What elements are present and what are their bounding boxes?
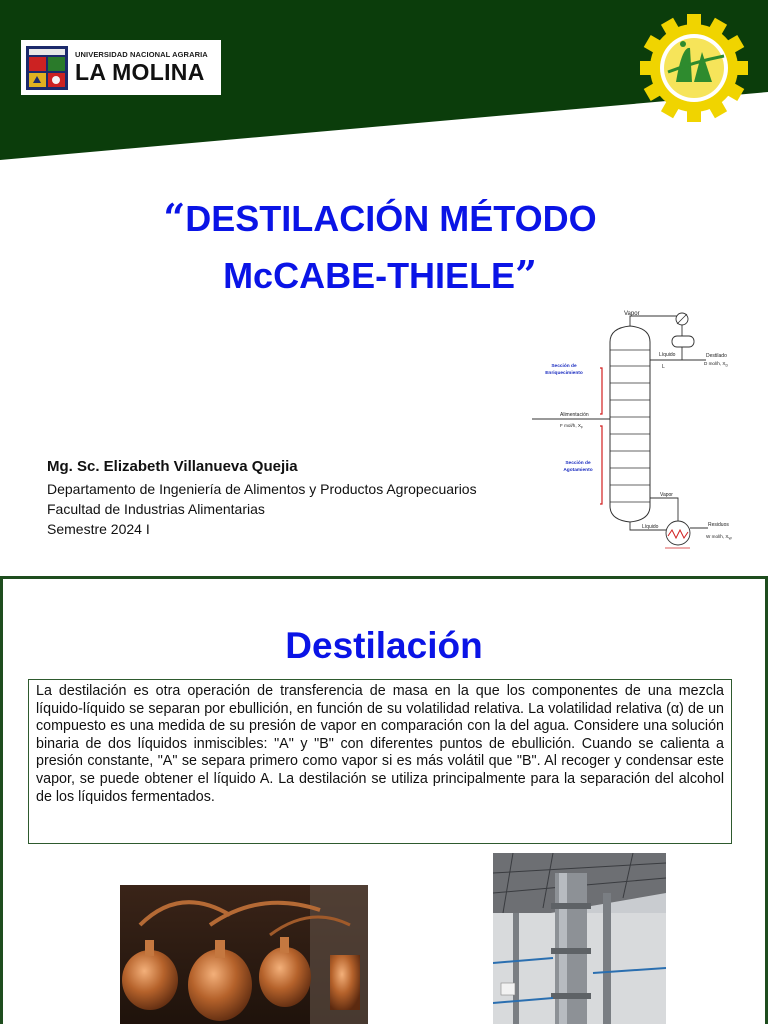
definition-textbox: La destilación es otra operación de transferencia de masa en la que los componentes de una mezcla líquido-líquido se separan por ebullición, en función de su volatilidad relativa. La volatilidad relativa (α) de un compuesto es una medida de su presión de vapor en comparación con la del agua. Considere una solución binaria de dos líquidos inmiscibles: "A" y "B" con diferentes puntos de ebullición. Cuando se calienta a presión constante, "A" se separa primero como vapor si es más volátil que "B". Al recoger y condensar este vapor, se puede obtener el líquido A. La destilación se utiliza principalmente para la separación del alcohol de los líquidos fermentados.: [28, 679, 732, 844]
label-liquido-top: Líquido: [659, 352, 676, 358]
label-residuos: Residuos: [708, 522, 729, 528]
label-destilado: Destilado: [706, 353, 727, 359]
label-alimentacion: Alimentación: [560, 412, 589, 418]
title-text-2: McCABE-THIELE: [223, 255, 516, 296]
author-name: Mg. Sc. Elizabeth Villanueva Quejia: [47, 458, 298, 475]
industrial-column-photo: [493, 853, 666, 1024]
label-destilado-flow: D mol/h, X: [704, 361, 726, 366]
distillation-slide: [0, 576, 768, 1024]
author-block: [47, 458, 547, 539]
author-department: Departamento de Ingeniería de Alimentos y Productos Agropecuarios: [47, 481, 477, 497]
university-crest-icon: [25, 45, 69, 91]
svg-text:F mol/h, XF: [560, 423, 583, 430]
label-destilado-sub: D: [725, 363, 728, 368]
title-line-2: [100, 247, 660, 304]
logo-university-name: UNIVERSIDAD NACIONAL AGRARIA: [75, 49, 208, 59]
label-alimentacion-sub: F: [580, 425, 584, 430]
label-residuos-sub: W: [728, 536, 732, 541]
label-seccion-agot-2: Agotamiento: [563, 468, 593, 473]
title-line-1: [100, 190, 660, 247]
label-residuos-flow: W mol/h, X: [706, 534, 729, 539]
svg-text:D mol/h, XD: [704, 361, 728, 368]
label-vapor-top: Vapor: [624, 311, 640, 317]
svg-text:W mol/h, XW: [706, 534, 732, 541]
logo-la-molina: LA MOLINA: [75, 59, 205, 86]
label-vapor-bottom: Vapor: [660, 492, 673, 498]
label-seccion-enriq-2: Enriquecimiento: [545, 371, 583, 376]
close-quote: ”: [515, 252, 537, 297]
copper-alembic-photo: [120, 885, 368, 1024]
open-quote: “: [163, 195, 186, 240]
label-seccion-enriq-1: Sección de: [551, 364, 577, 369]
label-liquido-bottom: Líquido: [642, 524, 659, 530]
label-alimentacion-flow: F mol/h, X: [560, 423, 581, 428]
distillation-column-diagram: [530, 306, 745, 554]
title-text-1: DESTILACIÓN MÉTODO: [185, 198, 597, 239]
slide-title: [100, 190, 660, 304]
author-semester: Semestre 2024 I: [47, 521, 150, 537]
label-seccion-agot-1: Sección de: [565, 461, 591, 466]
university-logo: [21, 40, 221, 95]
section-title: Destilación: [285, 625, 483, 666]
author-faculty: Facultad de Industrias Alimentarias: [47, 501, 265, 517]
faculty-gear-logo-icon: [640, 14, 752, 122]
label-L: L: [662, 364, 665, 370]
